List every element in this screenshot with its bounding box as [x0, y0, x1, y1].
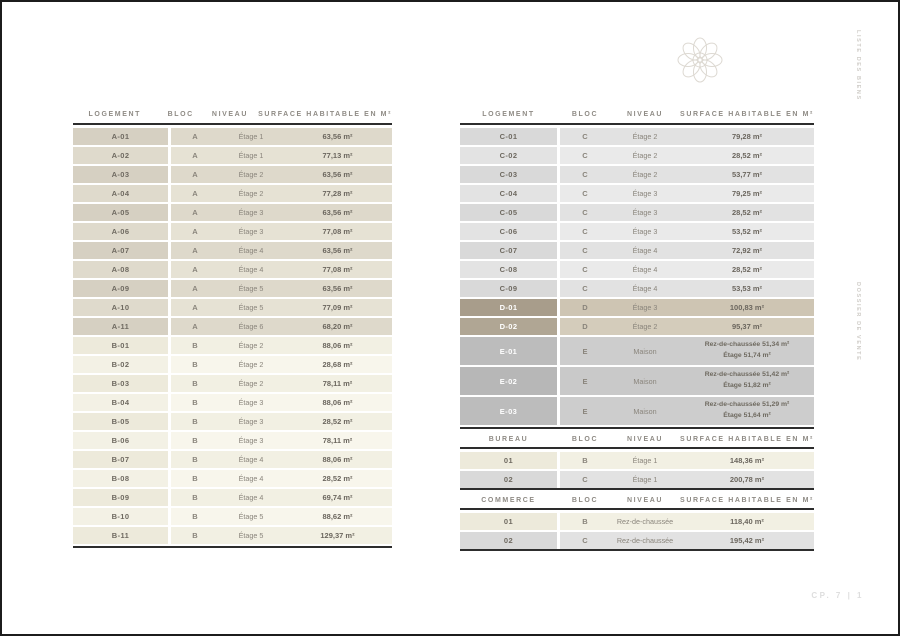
cell-logement-id: B-10	[73, 508, 168, 525]
column-header: NIVEAU	[626, 435, 664, 443]
cell-surface: 28,52 m²	[731, 208, 763, 217]
cell-niveau: Étage 3	[238, 398, 264, 407]
cell-bloc: A	[192, 246, 198, 255]
cell-logement-id: C-05	[460, 204, 557, 221]
table-row	[460, 242, 814, 259]
table-row	[460, 147, 814, 164]
table-header-row	[460, 492, 814, 510]
column-header: NIVEAU	[626, 110, 664, 118]
rosette-logo-icon	[674, 35, 726, 85]
cell-bloc: B	[582, 517, 588, 526]
cell-surface: 79,28 m²	[731, 132, 763, 141]
cell-bloc: D	[582, 322, 588, 331]
cell-surface: 28,68 m²	[322, 360, 353, 369]
cell-niveau: Rez-de-chaussée	[616, 517, 674, 526]
cell-logement-id: 02	[460, 532, 557, 549]
surface-line: Étage 51,74 m²	[723, 352, 771, 359]
cell-surface: 28,52 m²	[731, 265, 763, 274]
table-row	[460, 367, 814, 395]
cell-niveau: Maison	[633, 376, 657, 386]
cell-logement-id: B-11	[73, 527, 168, 544]
table-logements-ab	[73, 105, 392, 548]
cell-surface: 68,20 m²	[322, 322, 353, 331]
cell-bloc: B	[582, 456, 588, 465]
cell-bloc: A	[192, 151, 198, 160]
cell-surface: 63,56 m²	[322, 284, 353, 293]
cell-surface: 53,52 m²	[731, 227, 763, 236]
cell-bloc: B	[192, 493, 198, 502]
table-row	[460, 471, 814, 488]
cell-niveau: Étage 2	[238, 170, 264, 179]
table-row	[73, 337, 392, 354]
cell-logement-id: C-02	[460, 147, 557, 164]
cell-niveau: Étage 2	[238, 341, 264, 350]
cell-surface: 129,37 m²	[320, 531, 355, 540]
cell-surface	[680, 400, 814, 421]
cell-bloc: A	[192, 132, 198, 141]
cell-bloc: B	[192, 379, 198, 388]
column-header: LOGEMENT	[482, 110, 535, 118]
column-header: BLOC	[571, 496, 599, 504]
table-row	[460, 318, 814, 335]
cell-logement-id: A-02	[73, 147, 168, 164]
table-row	[73, 280, 392, 297]
column-header: COMMERCE	[481, 496, 536, 504]
table-row	[73, 470, 392, 487]
cell-surface: 77,28 m²	[322, 189, 353, 198]
column-header: SURFACE HABITABLE EN M²	[680, 435, 814, 443]
cell-bloc: A	[192, 284, 198, 293]
cell-logement-id: A-01	[73, 128, 168, 145]
table-row	[460, 280, 814, 297]
cell-surface: 69,74 m²	[322, 493, 353, 502]
cell-bloc: B	[192, 455, 198, 464]
cell-niveau: Étage 1	[632, 456, 658, 465]
side-label-top: LISTE DES BIENS	[855, 30, 861, 101]
cell-logement-id: C-01	[460, 128, 557, 145]
cell-surface: 53,53 m²	[731, 284, 763, 293]
table-row	[460, 337, 814, 365]
column-header: BLOC	[571, 435, 599, 443]
cell-logement-id: A-05	[73, 204, 168, 221]
table-row	[73, 299, 392, 316]
cell-surface: 63,56 m²	[322, 170, 353, 179]
cell-surface: 28,52 m²	[322, 417, 353, 426]
cell-niveau: Étage 2	[632, 151, 658, 160]
cell-surface: 77,08 m²	[322, 227, 353, 236]
cell-bloc: C	[582, 151, 588, 160]
table-row	[73, 147, 392, 164]
table-row	[460, 452, 814, 469]
cell-niveau: Étage 3	[632, 227, 658, 236]
cell-bloc: A	[192, 265, 198, 274]
cell-bloc: C	[582, 284, 588, 293]
column-header: LOGEMENT	[88, 110, 142, 118]
cell-logement-id: B-03	[73, 375, 168, 392]
cell-niveau: Étage 2	[632, 322, 658, 331]
cell-logement-id: D-02	[460, 318, 557, 335]
cell-logement-id: C-09	[460, 280, 557, 297]
cell-bloc: A	[192, 227, 198, 236]
section-commerce	[460, 492, 814, 551]
cell-surface: 77,09 m²	[322, 303, 353, 312]
table-row	[460, 397, 814, 425]
cell-logement-id: C-08	[460, 261, 557, 278]
cell-logement-id: E-03	[460, 397, 557, 425]
table-row	[73, 508, 392, 525]
table-row	[460, 223, 814, 240]
cell-logement-id: D-01	[460, 299, 557, 316]
cell-logement-id: A-07	[73, 242, 168, 259]
cell-logement-id: B-01	[73, 337, 168, 354]
cell-bloc: A	[192, 303, 198, 312]
cell-bloc: C	[582, 536, 588, 545]
cell-logement-id: 01	[460, 513, 557, 530]
cell-bloc: C	[582, 246, 588, 255]
surface-line: Rez-de-chaussée 51,34 m²	[704, 341, 790, 349]
column-header: SURFACE HABITABLE EN M²	[680, 496, 814, 504]
cell-surface: 78,11 m²	[322, 379, 353, 388]
column-header: BLOC	[571, 110, 599, 118]
cell-niveau: Rez-de-chaussée	[616, 536, 674, 545]
cell-bloc: C	[582, 265, 588, 274]
cell-niveau: Étage 4	[632, 265, 658, 274]
cell-niveau: Étage 1	[238, 132, 264, 141]
cell-bloc: B	[192, 474, 198, 483]
cell-bloc: C	[582, 189, 588, 198]
cell-logement-id: A-08	[73, 261, 168, 278]
table-row	[73, 223, 392, 240]
cell-bloc: B	[192, 436, 198, 445]
column-header: SURFACE HABITABLE EN M²	[680, 110, 814, 118]
table-header-row	[73, 105, 392, 125]
cell-niveau: Étage 4	[632, 284, 658, 293]
section-bureau	[460, 431, 814, 490]
cell-surface: 63,56 m²	[322, 246, 353, 255]
table-bottom-rule	[73, 546, 392, 548]
table-row	[460, 166, 814, 183]
column-header: BLOC	[167, 110, 194, 118]
cell-logement-id: C-07	[460, 242, 557, 259]
cell-bloc: E	[582, 346, 588, 356]
column-header: NIVEAU	[211, 110, 248, 118]
table-row	[460, 299, 814, 316]
cell-niveau: Étage 4	[238, 455, 264, 464]
cell-surface: 88,62 m²	[322, 512, 353, 521]
cell-logement-id: A-04	[73, 185, 168, 202]
cell-logement-id: A-06	[73, 223, 168, 240]
cell-logement-id: B-08	[73, 470, 168, 487]
cell-bloc: E	[582, 376, 588, 386]
cell-bloc: B	[192, 417, 198, 426]
cell-surface: 100,83 m²	[729, 303, 765, 312]
cell-niveau: Étage 3	[632, 303, 658, 312]
cell-bloc: B	[192, 398, 198, 407]
cell-niveau: Étage 3	[238, 208, 264, 217]
section-logements	[460, 105, 814, 429]
cell-logement-id: B-05	[73, 413, 168, 430]
table-row	[73, 128, 392, 145]
cell-niveau: Étage 4	[238, 493, 264, 502]
cell-bloc: D	[582, 303, 588, 312]
table-row	[73, 242, 392, 259]
cell-niveau: Étage 6	[238, 322, 264, 331]
cell-bloc: C	[582, 208, 588, 217]
cell-logement-id: C-06	[460, 223, 557, 240]
cell-surface: 72,92 m²	[731, 246, 763, 255]
cell-surface: 148,36 m²	[729, 456, 765, 465]
table-row	[73, 185, 392, 202]
cell-logement-id: E-01	[460, 337, 557, 365]
cell-niveau: Étage 2	[238, 360, 264, 369]
table-row	[460, 261, 814, 278]
cell-surface: 95,37 m²	[731, 322, 763, 331]
table-header-row	[460, 431, 814, 449]
table-row	[73, 394, 392, 411]
cell-surface: 63,56 m²	[322, 132, 353, 141]
table-row	[460, 204, 814, 221]
cell-bloc: B	[192, 531, 198, 540]
cell-logement-id: C-04	[460, 185, 557, 202]
cell-niveau: Étage 2	[632, 170, 658, 179]
cell-surface: 77,08 m²	[322, 265, 353, 274]
cell-surface: 53,77 m²	[731, 170, 763, 179]
surface-line: Rez-de-chaussée 51,29 m²	[704, 401, 790, 409]
cell-logement-id: A-03	[73, 166, 168, 183]
table-row	[73, 356, 392, 373]
table-row	[73, 375, 392, 392]
cell-logement-id: B-07	[73, 451, 168, 468]
table-row	[73, 451, 392, 468]
cell-niveau: Étage 1	[632, 475, 658, 484]
cell-surface: 79,25 m²	[731, 189, 763, 198]
cell-logement-id: B-06	[73, 432, 168, 449]
table-row	[73, 261, 392, 278]
cell-bloc: C	[582, 227, 588, 236]
cell-niveau: Étage 5	[238, 303, 264, 312]
table-row	[73, 527, 392, 544]
table-row	[460, 185, 814, 202]
column-header: BUREAU	[488, 435, 529, 443]
cell-niveau: Étage 3	[632, 208, 658, 217]
cell-bloc: B	[192, 512, 198, 521]
cell-niveau: Étage 3	[238, 436, 264, 445]
table-logements-cde	[460, 105, 814, 551]
column-header: SURFACE HABITABLE EN M²	[258, 110, 392, 118]
table-row	[73, 204, 392, 221]
cell-surface: 88,06 m²	[322, 398, 353, 407]
cell-surface: 195,42 m²	[729, 536, 765, 545]
table-header-row	[460, 105, 814, 125]
cell-surface: 200,78 m²	[729, 475, 765, 484]
cell-niveau: Étage 3	[238, 417, 264, 426]
table-row	[460, 128, 814, 145]
cell-surface: 88,06 m²	[322, 341, 353, 350]
cell-bloc: A	[192, 208, 198, 217]
table-row	[73, 489, 392, 506]
side-label-middle: DOSSIER DE VENTE	[855, 282, 861, 362]
cell-bloc: E	[582, 406, 588, 416]
table-row	[73, 413, 392, 430]
cell-niveau: Étage 4	[238, 246, 264, 255]
cell-surface: 88,06 m²	[322, 455, 353, 464]
cell-logement-id: 01	[460, 452, 557, 469]
surface-line: Rez-de-chaussée 51,42 m²	[704, 371, 790, 379]
cell-logement-id: A-11	[73, 318, 168, 335]
cell-logement-id: 02	[460, 471, 557, 488]
surface-line: Étage 51,82 m²	[723, 382, 771, 389]
cell-niveau: Étage 2	[238, 379, 264, 388]
cell-niveau: Maison	[633, 406, 657, 416]
cell-niveau: Étage 5	[238, 531, 264, 540]
cell-bloc: A	[192, 322, 198, 331]
cell-niveau: Étage 4	[632, 246, 658, 255]
cell-surface	[680, 340, 814, 361]
cell-bloc: C	[582, 170, 588, 179]
cell-niveau: Étage 2	[238, 189, 264, 198]
cell-bloc: B	[192, 360, 198, 369]
cell-logement-id: A-09	[73, 280, 168, 297]
cell-surface: 118,40 m²	[730, 517, 764, 526]
cell-bloc: A	[192, 170, 198, 179]
cell-bloc: C	[582, 475, 588, 484]
cell-logement-id: E-02	[460, 367, 557, 395]
table-row	[73, 166, 392, 183]
cell-niveau: Étage 5	[238, 284, 264, 293]
cell-bloc: A	[192, 189, 198, 198]
table-row	[460, 513, 814, 530]
cell-surface: 78,11 m²	[322, 436, 353, 445]
cell-niveau: Étage 5	[238, 512, 264, 521]
column-header: NIVEAU	[626, 496, 664, 504]
table-row	[73, 432, 392, 449]
cell-surface	[680, 370, 814, 391]
table-row	[460, 532, 814, 549]
cell-niveau: Étage 4	[238, 474, 264, 483]
cell-logement-id: B-09	[73, 489, 168, 506]
cell-surface: 77,13 m²	[322, 151, 353, 160]
footer-page-mark: CP. 7 | 1	[811, 591, 864, 600]
table-row	[73, 318, 392, 335]
cell-bloc: C	[582, 132, 588, 141]
cell-niveau: Étage 3	[238, 227, 264, 236]
cell-logement-id: C-03	[460, 166, 557, 183]
surface-line: Étage 51,64 m²	[723, 412, 771, 419]
cell-surface: 63,56 m²	[322, 208, 353, 217]
cell-logement-id: B-04	[73, 394, 168, 411]
cell-surface: 28,52 m²	[322, 474, 353, 483]
cell-niveau: Étage 4	[238, 265, 264, 274]
cell-surface: 28,52 m²	[731, 151, 763, 160]
cell-bloc: B	[192, 341, 198, 350]
cell-niveau: Étage 3	[632, 189, 658, 198]
cell-niveau: Étage 2	[632, 132, 658, 141]
cell-logement-id: B-02	[73, 356, 168, 373]
cell-niveau: Étage 1	[238, 151, 264, 160]
cell-niveau: Maison	[633, 346, 657, 356]
cell-logement-id: A-10	[73, 299, 168, 316]
